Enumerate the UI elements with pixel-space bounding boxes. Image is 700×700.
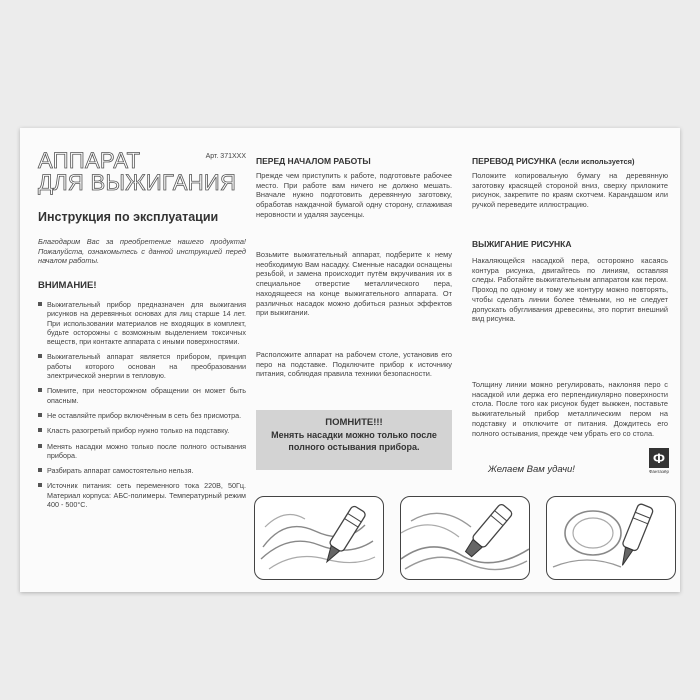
illustrations — [254, 496, 674, 578]
instruction-sheet — [20, 128, 680, 592]
pen-drawing-icon — [254, 496, 384, 580]
main-title-line1: АППАРАТ — [38, 148, 141, 173]
heading-transfer-text: ПЕРЕВОД РИСУНКА — [472, 156, 557, 166]
warning-item: Менять насадки можно только после полного остывания прибора. — [38, 442, 246, 461]
paragraph-transfer: Положите копировальную бумагу на деревянную заготовку красящей стороной вниз, сверху приложите рисунок, закрепите по краям скотчем. Карандашом или ручкой переведите иллюстрацию. — [472, 171, 668, 210]
warning-item: Не оставляйте прибор включённым в сеть без присмотра. — [38, 411, 246, 420]
subtitle: Инструкция по эксплуатации — [38, 210, 219, 224]
main-title-line2: ДЛЯ ВЫЖИГАНИЯ — [38, 170, 237, 195]
warning-heading: ВНИМАНИЕ! — [38, 280, 97, 291]
paragraph-connect: Расположите аппарат на рабочем столе, установив его перо на подставке. Подключите прибор к источнику питания, соблюдая правила техники безопасности. — [256, 350, 452, 379]
logo-text: Фантазёр — [649, 469, 669, 474]
brand-logo — [649, 448, 669, 474]
warning-item: Помните, при неосторожном обращении он может быть опасным. — [38, 386, 246, 405]
warning-item: Выжигательный прибор предназначен для выжигания рисунков на деревянных основах для лиц старше 14 лет. При использовании материалов не входящих в комплект, будьте осторожны с возможным выделением токсичных веществ, при контакте аппарата с иными поверхностями. — [38, 300, 246, 346]
paragraph-line-thickness: Толщину линии можно регулировать, наклоняя перо с насадкой или держа его перпендикулярно поверхности стола. После того как рисунок будет выжжен, поставьте выжигательный прибор металлическим пером на подставку и отключите от питания. Дождитесь его полного остывания, прежде чем убрать его со стола. — [472, 380, 668, 438]
pen-shading-icon — [400, 496, 530, 580]
heading-transfer-note: (если используется) — [558, 157, 635, 166]
warning-item: Источник питания: сеть переменного тока 220В, 50Гц. Материал корпуса: АБС-полимеры. Температурный режим 400 - 500°С. — [38, 481, 246, 509]
article-number: Арт. 371XXX — [205, 153, 246, 160]
pen-circle-icon — [546, 496, 676, 580]
remember-box — [256, 410, 452, 470]
remember-title: ПОМНИТЕ!!! — [325, 417, 383, 428]
section-heading-burning: ВЫЖИГАНИЕ РИСУНКА — [472, 239, 572, 249]
paragraph-nozzles: Возьмите выжигательный аппарат, подберите к нему необходимую Вам насадку. Сменные насадки оснащены резьбой, и замена происходит путём вкручивания их в специальное отверстие металлического пера, находящееся на конце выжигательного аппарата. От различных насадок можно добиться разных эффектов при выжигании. — [256, 250, 452, 318]
warning-item: Выжигательный аппарат является прибором, принцип работы которого основан на преобразовании электрической энергии в тепловую. — [38, 352, 246, 380]
warning-item: Класть разогретый прибор нужно только на подставку. — [38, 426, 246, 435]
paragraph-prepare: Прежде чем приступить к работе, подготовьте рабочее место. При работе вам ничего не должно мешать. Вначале нужно подготовить деревянную заготовку, обработав наждачной бумагой одну сторону, сглаживая неровности и удаляя заусенцы. — [256, 171, 452, 219]
logo-letter: Ф — [649, 448, 669, 468]
section-heading-transfer — [472, 156, 635, 166]
section-heading-before-work: ПЕРЕД НАЧАЛОМ РАБОТЫ — [256, 156, 371, 166]
wish-text: Желаем Вам удачи! — [488, 464, 575, 475]
warning-list — [38, 300, 246, 515]
title-block — [38, 150, 246, 198]
paragraph-burning: Накаляющейся насадкой пера, осторожно касаясь контура рисунка, двигайтесь по линиям, оставляя следы. Работайте выжигательным аппаратом как пером. Проход по одному и тому же контуру можно повторять, чтобы сделать линии более тёмными, но не следует допускать обугливания древесины, это портит внешний вид рисунка. — [472, 256, 668, 324]
warning-item: Разбирать аппарат самостоятельно нельзя. — [38, 466, 246, 475]
remember-text: Менять насадки можно только после полного остывания прибора. — [271, 430, 437, 452]
intro-text: Благодарим Вас за преобретение нашего продукта! Пожалуйста, ознакомьтесь с данной инструкцией перед началом работы. — [38, 237, 246, 266]
